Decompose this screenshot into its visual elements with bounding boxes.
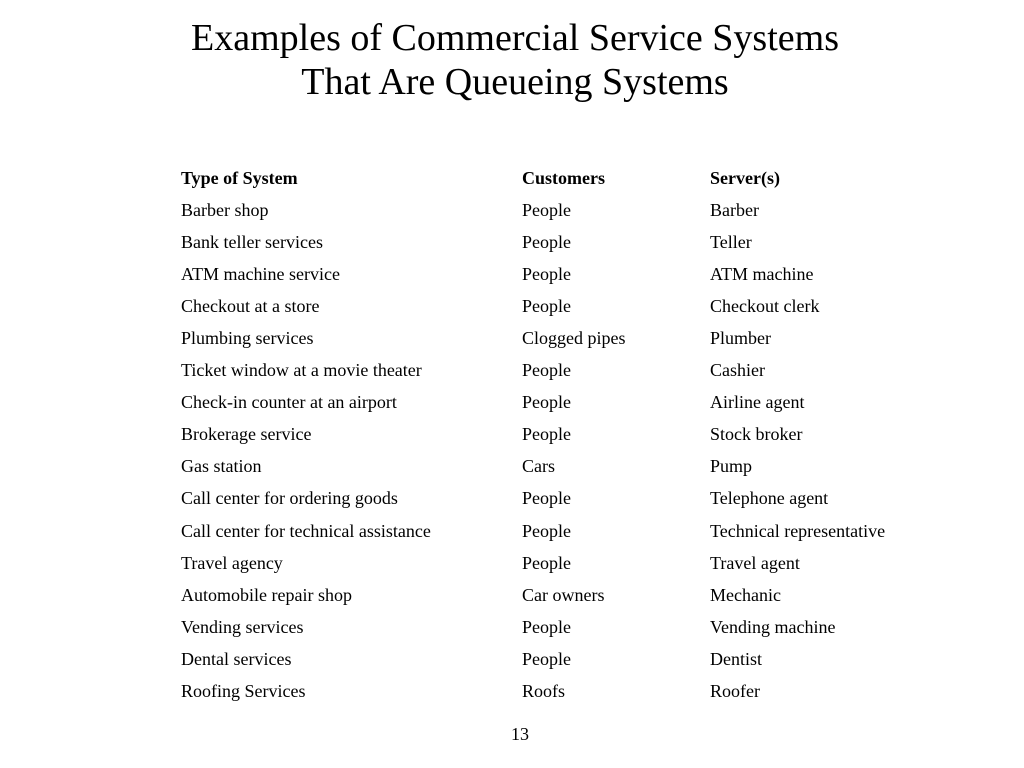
- table-row: [181, 387, 930, 419]
- cell-servers: Mechanic: [710, 584, 781, 605]
- cell-type-of-system: Call center for technical assistance: [181, 520, 431, 541]
- cell-customers: People: [522, 520, 571, 541]
- cell-type-of-system: Automobile repair shop: [181, 584, 352, 605]
- table-row: [181, 451, 930, 483]
- cell-servers: Checkout clerk: [710, 295, 820, 316]
- cell-type-of-system: Brokerage service: [181, 424, 312, 445]
- table-row: [181, 676, 930, 708]
- cell-servers: Vending machine: [710, 616, 836, 637]
- table-body: [181, 194, 930, 708]
- header-customers: Customers: [522, 167, 605, 188]
- table-row: [181, 547, 930, 579]
- cell-servers: Barber: [710, 199, 759, 220]
- cell-type-of-system: Checkout at a store: [181, 295, 320, 316]
- table-row: [181, 483, 930, 515]
- table-row: [181, 258, 930, 290]
- header-type-of-system: Type of System: [181, 167, 298, 188]
- cell-customers: People: [522, 392, 571, 413]
- cell-servers: Airline agent: [710, 392, 805, 413]
- cell-servers: Dentist: [710, 648, 762, 669]
- table-header-row: [181, 162, 930, 194]
- cell-servers: Stock broker: [710, 424, 803, 445]
- cell-servers: Technical representative: [710, 520, 886, 541]
- cell-servers: Cashier: [710, 360, 765, 381]
- cell-type-of-system: Bank teller services: [181, 231, 323, 252]
- table-row: [181, 515, 930, 547]
- slide-title-line-2: That Are Queueing Systems: [301, 61, 729, 103]
- page-number: 13: [511, 724, 529, 744]
- cell-customers: Car owners: [522, 584, 605, 605]
- cell-servers: Plumber: [710, 328, 771, 349]
- cell-customers: People: [522, 424, 571, 445]
- cell-customers: People: [522, 263, 571, 284]
- cell-type-of-system: ATM machine service: [181, 263, 340, 284]
- cell-servers: Roofer: [710, 681, 760, 702]
- cell-customers: People: [522, 231, 571, 252]
- header-servers: Server(s): [710, 167, 780, 188]
- cell-customers: People: [522, 199, 571, 220]
- table-row: [181, 226, 930, 258]
- cell-servers: Telephone agent: [710, 488, 829, 509]
- cell-customers: People: [522, 360, 571, 381]
- cell-customers: People: [522, 648, 571, 669]
- cell-type-of-system: Plumbing services: [181, 328, 314, 349]
- cell-customers: Cars: [522, 456, 555, 477]
- table-row: [181, 290, 930, 322]
- cell-type-of-system: Check-in counter at an airport: [181, 392, 397, 413]
- table-row: [181, 419, 930, 451]
- cell-servers: Travel agent: [710, 552, 800, 573]
- cell-type-of-system: Roofing Services: [181, 681, 306, 702]
- cell-type-of-system: Dental services: [181, 648, 292, 669]
- slide-title-line-1: Examples of Commercial Service Systems: [191, 17, 839, 59]
- cell-type-of-system: Call center for ordering goods: [181, 488, 398, 509]
- table-row: [181, 194, 930, 226]
- cell-type-of-system: Travel agency: [181, 552, 283, 573]
- table-row: [181, 643, 930, 675]
- cell-servers: Teller: [710, 231, 752, 252]
- cell-servers: ATM machine: [710, 263, 814, 284]
- cell-customers: Roofs: [522, 681, 566, 702]
- cell-customers: People: [522, 295, 571, 316]
- cell-type-of-system: Barber shop: [181, 199, 269, 220]
- table-row: [181, 611, 930, 643]
- cell-type-of-system: Vending services: [181, 616, 304, 637]
- table-row: [181, 355, 930, 387]
- cell-type-of-system: Gas station: [181, 456, 262, 477]
- queueing-systems-table: [181, 162, 930, 708]
- cell-customers: People: [522, 488, 571, 509]
- cell-customers: Clogged pipes: [522, 328, 626, 349]
- slide-title: [0, 16, 1024, 104]
- cell-servers: Pump: [710, 456, 753, 477]
- cell-type-of-system: Ticket window at a movie theater: [181, 360, 422, 381]
- cell-customers: People: [522, 552, 571, 573]
- table-row: [181, 579, 930, 611]
- cell-customers: People: [522, 616, 571, 637]
- table-row: [181, 322, 930, 354]
